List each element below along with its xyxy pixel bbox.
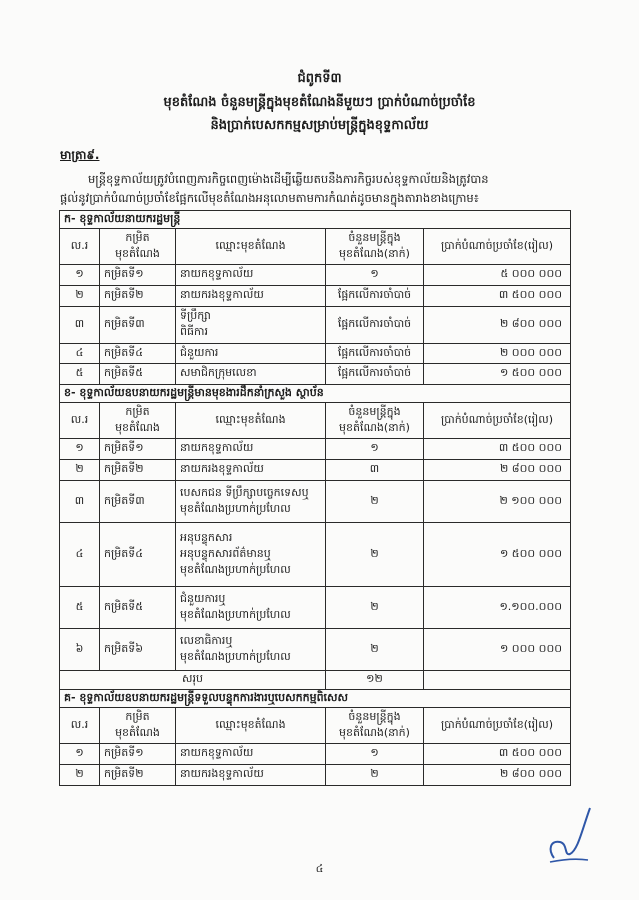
- section-title-row: [60, 690, 571, 708]
- position-line-2: មុខតំណែងប្រហាក់ប្រហែល: [180, 607, 291, 621]
- row-amount: ១.១០០.០០០: [424, 587, 571, 629]
- row-amount: ៣ ៥០០ ០០០: [424, 439, 571, 460]
- column-header-row: [60, 229, 571, 265]
- row-amount: ៣ ៥០០ ០០០: [424, 286, 571, 307]
- position-line-1: ទីប្រឹក្សា: [180, 309, 211, 322]
- row-number: ៤: [60, 344, 100, 364]
- col-header-count: [326, 403, 424, 439]
- row-number: ២: [60, 286, 100, 307]
- col-header-rank: [100, 708, 176, 744]
- position-line-2: ពិធីការ: [180, 325, 208, 338]
- total-value: ១២: [326, 671, 424, 690]
- column-header-row: [60, 403, 571, 439]
- row-amount: ២ ៨០០ ០០០: [424, 765, 571, 786]
- row-count: ផ្អែកលើការចាំបាច់: [326, 364, 424, 385]
- row-number: ២: [60, 460, 100, 481]
- row-amount: ១ ៥០០ ០០០: [424, 364, 571, 385]
- col-header-allowance: ប្រាក់បំណាច់ប្រចាំខែ(រៀល): [424, 403, 571, 439]
- row-rank: កម្រិតទី៦: [100, 629, 176, 671]
- col-header-allowance: ប្រាក់បំណាច់ប្រចាំខែ(រៀល): [424, 708, 571, 744]
- row-count: ២: [326, 481, 424, 523]
- row-rank: កម្រិតទី៣: [100, 307, 176, 344]
- position-line-2: មុខតំណែងប្រហាក់ប្រហែល: [180, 649, 291, 663]
- row-count: ២: [326, 587, 424, 629]
- annex-heading: ជំពូកទី៣: [297, 71, 342, 86]
- row-rank: កម្រិតទី៣: [100, 481, 176, 523]
- row-amount: ២ ០០០ ០០០: [424, 344, 571, 364]
- signature-mark: [540, 800, 600, 870]
- row-rank: កម្រិតទី២: [100, 286, 176, 307]
- col-header-count-line-1: ចំនួនមន្ត្រីក្នុង: [348, 230, 401, 244]
- row-position: [176, 765, 326, 786]
- row-amount: ២ ៨០០ ០០០: [424, 307, 571, 344]
- row-position: [176, 286, 326, 307]
- section-title: គ- ខុទ្ទកាល័យឧបនាយករដ្ឋមន្ត្រីទទួលបន្ទុកការងារឬបេសកកម្មពិសេស: [60, 690, 571, 708]
- row-count: ផ្អែកលើការចាំបាច់: [326, 286, 424, 307]
- col-header-count: [326, 229, 424, 265]
- position-line-1: អនុបន្ទុកសារ: [180, 530, 233, 544]
- row-amount: ៥ ០០០ ០០០: [424, 265, 571, 286]
- allowance-table: [59, 210, 571, 786]
- row-position: [176, 265, 326, 286]
- position-line-1: នាយករងខុទ្ទកាល័យ: [180, 288, 264, 301]
- row-position: [176, 629, 326, 671]
- row-position: [176, 439, 326, 460]
- position-line-1: នាយកខុទ្ទកាល័យ: [180, 746, 254, 759]
- col-header-no: ល.រ: [60, 708, 100, 744]
- row-number: ១: [60, 265, 100, 286]
- total-label: សរុប: [60, 671, 326, 690]
- table-row: [60, 364, 571, 385]
- total-empty: [424, 671, 571, 690]
- position-line-1: ជំនួយការ: [180, 345, 219, 359]
- position-line-2: អនុបន្ទុកសារព័ត៌មានឬ: [180, 546, 271, 560]
- table-row: [60, 286, 571, 307]
- article-heading: មាត្រា៩.: [60, 148, 100, 162]
- row-count: ២: [326, 523, 424, 587]
- row-count: ១: [326, 265, 424, 286]
- position-line-1: នាយករងខុទ្ទកាល័យ: [180, 767, 264, 780]
- table-row: [60, 307, 571, 344]
- col-header-rank: [100, 403, 176, 439]
- position-line-1: នាយករងខុទ្ទកាល័យ: [180, 462, 264, 475]
- table-row: [60, 523, 571, 587]
- row-number: ៦: [60, 629, 100, 671]
- col-header-rank-line-2: មុខតំណែង: [115, 420, 160, 434]
- position-line-2: មុខតំណែងប្រហាក់ប្រហែល: [180, 501, 291, 515]
- row-number: ៥: [60, 587, 100, 629]
- table-row: [60, 344, 571, 364]
- row-position: [176, 344, 326, 364]
- col-header-count-line-2: មុខតំណែង(នាក់): [339, 725, 410, 739]
- position-line-1: លេខាធិការឬ: [180, 633, 233, 647]
- col-header-count-line-2: មុខតំណែង(នាក់): [339, 420, 410, 434]
- col-header-position: ឈ្មោះមុខតំណែង: [176, 403, 326, 439]
- row-rank: កម្រិតទី២: [100, 460, 176, 481]
- row-count: ២: [326, 629, 424, 671]
- row-position: [176, 460, 326, 481]
- col-header-rank-line-1: កម្រិត: [125, 230, 150, 244]
- col-header-rank-line-2: មុខតំណែង: [115, 725, 160, 739]
- row-rank: កម្រិតទី៤: [100, 344, 176, 364]
- position-line-3: មុខតំណែងប្រហាក់ប្រហែល: [180, 562, 291, 576]
- row-rank: កម្រិតទី៤: [100, 523, 176, 587]
- col-header-rank: [100, 229, 176, 265]
- table-row: [60, 629, 571, 671]
- table-row: [60, 460, 571, 481]
- col-header-position: ឈ្មោះមុខតំណែង: [176, 708, 326, 744]
- row-rank: កម្រិតទី១: [100, 744, 176, 765]
- col-header-rank-line-2: មុខតំណែង: [115, 246, 160, 260]
- table-row: [60, 439, 571, 460]
- row-position: [176, 307, 326, 344]
- row-rank: កម្រិតទី១: [100, 265, 176, 286]
- col-header-count-line-1: ចំនួនមន្ត្រីក្នុង: [348, 709, 401, 723]
- row-position: [176, 364, 326, 385]
- row-amount: ២ ១០០ ០០០: [424, 481, 571, 523]
- row-amount: ១ ៥០០ ០០០: [424, 523, 571, 587]
- row-count: ១: [326, 744, 424, 765]
- table-row: [60, 265, 571, 286]
- row-rank: កម្រិតទី២: [100, 765, 176, 786]
- col-header-position: ឈ្មោះមុខតំណែង: [176, 229, 326, 265]
- position-line-1: បេសកជន ទីប្រឹក្សាបច្ចេកទេសឬ: [180, 485, 309, 499]
- col-header-count-line-1: ចំនួនមន្ត្រីក្នុង: [348, 404, 401, 418]
- row-amount: ២ ៨០០ ០០០: [424, 460, 571, 481]
- page-number: ៤: [315, 862, 324, 875]
- row-position: [176, 744, 326, 765]
- row-count: ២: [326, 765, 424, 786]
- row-rank: កម្រិតទី៥: [100, 587, 176, 629]
- row-count: ១: [326, 439, 424, 460]
- row-number: ៣: [60, 307, 100, 344]
- row-number: ៥: [60, 364, 100, 385]
- position-line-1: សមាជិកក្រុមលេខា: [180, 366, 257, 379]
- table-row: [60, 765, 571, 786]
- row-count: ផ្អែកលើការចាំបាច់: [326, 307, 424, 344]
- row-position: [176, 587, 326, 629]
- section-title: ខ- ខុទ្ទកាល័យឧបនាយករដ្ឋមន្ត្រីមានមុខងារដឹកនាំក្រសួង ស្ថាប័ន: [60, 385, 571, 403]
- table-row: [60, 744, 571, 765]
- table-row: [60, 481, 571, 523]
- row-position: [176, 523, 326, 587]
- row-position: [176, 481, 326, 523]
- col-header-no: ល.រ: [60, 403, 100, 439]
- col-header-rank-line-1: កម្រិត: [125, 709, 150, 723]
- position-line-1: ជំនួយការឬ: [180, 591, 226, 605]
- col-header-no: ល.រ: [60, 229, 100, 265]
- column-header-row: [60, 708, 571, 744]
- row-number: ១: [60, 439, 100, 460]
- title-line-1: មុខតំណែង ចំនួនមន្ត្រីក្នុងមុខតំណែងនីមួយៗ ប្រាក់បំណាច់ប្រចាំខែ: [163, 95, 476, 110]
- col-header-count: [326, 708, 424, 744]
- section-title: ក- ខុទ្ទកាល័យនាយករដ្ឋមន្ត្រី: [60, 211, 571, 229]
- col-header-allowance: ប្រាក់បំណាច់ប្រចាំខែ(រៀល): [424, 229, 571, 265]
- section-title-row: [60, 385, 571, 403]
- table-row: [60, 587, 571, 629]
- paragraph-line-2: ផ្តល់នូវប្រាក់បំណាច់ប្រចាំខែផ្អែកលើមុខតំណែងអនុលោមតាមការកំណត់ដូចមានក្នុងតារាងខាងក្រោម៖: [60, 191, 479, 205]
- row-number: ២: [60, 765, 100, 786]
- title-line-2: និងប្រាក់បេសកកម្មសម្រាប់មន្ត្រីក្នុងខុទ្ទកាល័យ: [210, 118, 429, 133]
- row-count: ផ្អែកលើការចាំបាច់: [326, 344, 424, 364]
- row-count: ៣: [326, 460, 424, 481]
- total-row: [60, 671, 571, 690]
- position-line-1: នាយកខុទ្ទកាល័យ: [180, 441, 254, 454]
- paragraph-line-1: មន្ត្រីខុទ្ទកាល័យត្រូវបំពេញភារកិច្ចពេញម៉ោងដើម្បីឆ្លើយតបនឹងភារកិច្ចរបស់ខុទ្ទកាល័យនិងត្រូវបាន: [88, 172, 489, 186]
- row-number: ១: [60, 744, 100, 765]
- section-title-row: [60, 211, 571, 229]
- position-line-1: នាយកខុទ្ទកាល័យ: [180, 267, 254, 280]
- row-amount: ៣ ៥០០ ០០០: [424, 744, 571, 765]
- col-header-rank-line-1: កម្រិត: [125, 404, 150, 418]
- row-number: ៣: [60, 481, 100, 523]
- col-header-count-line-2: មុខតំណែង(នាក់): [339, 246, 410, 260]
- row-amount: ១ ០០០ ០០០: [424, 629, 571, 671]
- row-rank: កម្រិតទី៥: [100, 364, 176, 385]
- row-number: ៤: [60, 523, 100, 587]
- row-rank: កម្រិតទី១: [100, 439, 176, 460]
